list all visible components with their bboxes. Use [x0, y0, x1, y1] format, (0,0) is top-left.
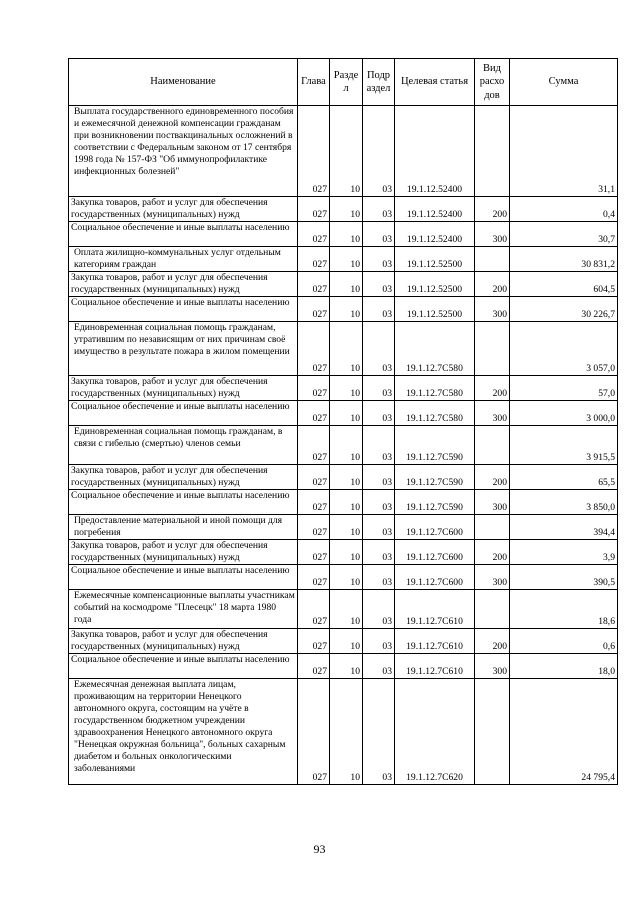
cell-vid: 300	[475, 565, 510, 590]
cell-sum: 30 831,2	[510, 247, 618, 272]
cell-name: Выплата государственного единовременного пособия и ежемесячной денежной компенсации гражданам при возникновении поствакцинальных осложнений в соответствии с Федеральным законом от 17 сентября 1998 года № 157-ФЗ "Об иммунопрофилактике инфекционных болезней"	[69, 106, 298, 197]
cell-razdel: 10	[330, 401, 363, 426]
header-name: Наименование	[69, 59, 298, 106]
cell-razdel: 10	[330, 272, 363, 297]
cell-vid	[475, 515, 510, 540]
cell-name: Единовременная социальная помощь гражданам, в связи с гибелью (смертью) членов семьи	[69, 426, 298, 465]
cell-razdel: 10	[330, 322, 363, 376]
cell-razdel: 10	[330, 629, 363, 654]
cell-glava: 027	[298, 222, 330, 247]
cell-glava: 027	[298, 540, 330, 565]
cell-vid	[475, 679, 510, 785]
cell-glava: 027	[298, 565, 330, 590]
cell-podrazdel: 03	[363, 629, 395, 654]
cell-target: 19.1.12.7С580	[395, 322, 475, 376]
cell-sum: 65,5	[510, 465, 618, 490]
table-row	[69, 376, 618, 401]
cell-glava: 027	[298, 654, 330, 679]
cell-podrazdel: 03	[363, 426, 395, 465]
table-row	[69, 247, 618, 272]
cell-razdel: 10	[330, 222, 363, 247]
header-vid: Вид расхо дов	[475, 59, 510, 106]
cell-podrazdel: 03	[363, 465, 395, 490]
cell-podrazdel: 03	[363, 322, 395, 376]
table-row	[69, 590, 618, 629]
cell-razdel: 10	[330, 465, 363, 490]
cell-target: 19.1.12.7С580	[395, 376, 475, 401]
cell-vid: 300	[475, 222, 510, 247]
cell-name: Закупка товаров, работ и услуг для обеспечения государственных (муниципальных) нужд	[69, 540, 298, 565]
cell-name: Закупка товаров, работ и услуг для обеспечения государственных (муниципальных) нужд	[69, 376, 298, 401]
cell-podrazdel: 03	[363, 222, 395, 247]
cell-sum: 24 795,4	[510, 679, 618, 785]
cell-glava: 027	[298, 426, 330, 465]
cell-podrazdel: 03	[363, 679, 395, 785]
cell-target: 19.1.12.52400	[395, 106, 475, 197]
cell-glava: 027	[298, 401, 330, 426]
cell-podrazdel: 03	[363, 565, 395, 590]
cell-glava: 027	[298, 679, 330, 785]
cell-razdel: 10	[330, 376, 363, 401]
table-row	[69, 222, 618, 247]
table-row	[69, 272, 618, 297]
cell-podrazdel: 03	[363, 654, 395, 679]
cell-razdel: 10	[330, 247, 363, 272]
cell-razdel: 10	[330, 426, 363, 465]
cell-sum: 0,4	[510, 197, 618, 222]
cell-glava: 027	[298, 247, 330, 272]
cell-target: 19.1.12.52500	[395, 247, 475, 272]
cell-podrazdel: 03	[363, 247, 395, 272]
cell-glava: 027	[298, 106, 330, 197]
cell-razdel: 10	[330, 297, 363, 322]
cell-podrazdel: 03	[363, 106, 395, 197]
table-row	[69, 490, 618, 515]
table-row	[69, 465, 618, 490]
cell-sum: 604,5	[510, 272, 618, 297]
cell-podrazdel: 03	[363, 297, 395, 322]
cell-vid: 200	[475, 197, 510, 222]
table-row	[69, 322, 618, 376]
cell-sum: 30,7	[510, 222, 618, 247]
header-razdel: Разде л	[330, 59, 363, 106]
cell-sum: 18,6	[510, 590, 618, 629]
cell-target: 19.1.12.7С580	[395, 401, 475, 426]
cell-podrazdel: 03	[363, 540, 395, 565]
cell-name: Закупка товаров, работ и услуг для обеспечения государственных (муниципальных) нужд	[69, 272, 298, 297]
cell-vid: 300	[475, 401, 510, 426]
header-row	[69, 59, 618, 106]
cell-target: 19.1.12.52500	[395, 297, 475, 322]
cell-podrazdel: 03	[363, 376, 395, 401]
cell-name: Ежемесячные компенсационные выплаты участникам событий на космодроме "Плесецк" 18 марта 1980 года	[69, 590, 298, 629]
cell-target: 19.1.12.52400	[395, 197, 475, 222]
cell-target: 19.1.12.7С600	[395, 540, 475, 565]
cell-sum: 31,1	[510, 106, 618, 197]
cell-razdel: 10	[330, 590, 363, 629]
cell-glava: 027	[298, 590, 330, 629]
cell-vid: 200	[475, 540, 510, 565]
cell-name: Оплата жилищно-коммунальных услуг отдельным категориям граждан	[69, 247, 298, 272]
cell-glava: 027	[298, 197, 330, 222]
cell-vid: 200	[475, 465, 510, 490]
cell-name: Закупка товаров, работ и услуг для обеспечения государственных (муниципальных) нужд	[69, 629, 298, 654]
cell-vid	[475, 106, 510, 197]
table-row	[69, 297, 618, 322]
cell-target: 19.1.12.7С610	[395, 590, 475, 629]
cell-sum: 3,9	[510, 540, 618, 565]
cell-sum: 3 850,0	[510, 490, 618, 515]
cell-sum: 18,0	[510, 654, 618, 679]
cell-podrazdel: 03	[363, 197, 395, 222]
cell-razdel: 10	[330, 679, 363, 785]
table-row	[69, 197, 618, 222]
cell-name: Социальное обеспечение и иные выплаты населению	[69, 565, 298, 590]
cell-target: 19.1.12.52400	[395, 222, 475, 247]
cell-target: 19.1.12.7С590	[395, 465, 475, 490]
header-glava: Глава	[298, 59, 330, 106]
cell-podrazdel: 03	[363, 490, 395, 515]
cell-sum: 394,4	[510, 515, 618, 540]
cell-podrazdel: 03	[363, 515, 395, 540]
cell-vid: 300	[475, 654, 510, 679]
cell-vid: 200	[475, 272, 510, 297]
cell-razdel: 10	[330, 106, 363, 197]
cell-name: Социальное обеспечение и иные выплаты населению	[69, 490, 298, 515]
cell-target: 19.1.12.7С610	[395, 654, 475, 679]
cell-sum: 3 915,5	[510, 426, 618, 465]
cell-target: 19.1.12.7С610	[395, 629, 475, 654]
budget-table	[68, 58, 618, 785]
cell-target: 19.1.12.7С620	[395, 679, 475, 785]
cell-sum: 0,6	[510, 629, 618, 654]
cell-glava: 027	[298, 376, 330, 401]
cell-target: 19.1.12.7С590	[395, 490, 475, 515]
cell-sum: 3 000,0	[510, 401, 618, 426]
cell-target: 19.1.12.7С600	[395, 515, 475, 540]
table-body	[69, 106, 618, 785]
cell-target: 19.1.12.7С600	[395, 565, 475, 590]
table-row	[69, 426, 618, 465]
cell-name: Закупка товаров, работ и услуг для обеспечения государственных (муниципальных) нужд	[69, 465, 298, 490]
cell-vid: 200	[475, 376, 510, 401]
cell-podrazdel: 03	[363, 590, 395, 629]
cell-sum: 57,0	[510, 376, 618, 401]
cell-glava: 027	[298, 272, 330, 297]
table-row	[69, 401, 618, 426]
cell-glava: 027	[298, 515, 330, 540]
cell-vid	[475, 426, 510, 465]
cell-target: 19.1.12.52500	[395, 272, 475, 297]
cell-podrazdel: 03	[363, 401, 395, 426]
table-row	[69, 629, 618, 654]
header-podrazdel: Подр аздел	[363, 59, 395, 106]
cell-razdel: 10	[330, 515, 363, 540]
cell-sum: 3 057,0	[510, 322, 618, 376]
cell-name: Ежемесячная денежная выплата лицам, проживающим на территории Ненецкого автономного округа, состоящим на учёте в государственном бюджетном учреждении здравоохранения Ненецкого автономного округа "Ненецкая окружная больница", больных сахарным диабетом и больных онкологическими заболеваниями	[69, 679, 298, 785]
cell-sum: 30 226,7	[510, 297, 618, 322]
cell-vid	[475, 590, 510, 629]
cell-name: Социальное обеспечение и иные выплаты населению	[69, 654, 298, 679]
page-number: 93	[313, 842, 326, 856]
table-row	[69, 679, 618, 785]
header-target: Целевая статья	[395, 59, 475, 106]
cell-vid: 300	[475, 297, 510, 322]
cell-name: Единовременная социальная помощь гражданам, утратившим по независящим от них причинам своё имущество в результате пожара в жилом помещении	[69, 322, 298, 376]
cell-razdel: 10	[330, 540, 363, 565]
table-row	[69, 565, 618, 590]
cell-glava: 027	[298, 322, 330, 376]
cell-sum: 390,5	[510, 565, 618, 590]
cell-vid: 200	[475, 629, 510, 654]
cell-glava: 027	[298, 490, 330, 515]
header-sum: Сумма	[510, 59, 618, 106]
cell-vid	[475, 247, 510, 272]
cell-podrazdel: 03	[363, 272, 395, 297]
cell-name: Социальное обеспечение и иные выплаты населению	[69, 401, 298, 426]
table-row	[69, 515, 618, 540]
cell-razdel: 10	[330, 490, 363, 515]
cell-name: Социальное обеспечение и иные выплаты населению	[69, 297, 298, 322]
table-row	[69, 106, 618, 197]
cell-vid: 300	[475, 490, 510, 515]
cell-razdel: 10	[330, 565, 363, 590]
cell-razdel: 10	[330, 654, 363, 679]
cell-glava: 027	[298, 465, 330, 490]
cell-name: Закупка товаров, работ и услуг для обеспечения государственных (муниципальных) нужд	[69, 197, 298, 222]
cell-vid	[475, 322, 510, 376]
cell-razdel: 10	[330, 197, 363, 222]
table-row	[69, 654, 618, 679]
cell-name: Предоставление материальной и иной помощи для погребения	[69, 515, 298, 540]
cell-glava: 027	[298, 629, 330, 654]
cell-target: 19.1.12.7С590	[395, 426, 475, 465]
cell-name: Социальное обеспечение и иные выплаты населению	[69, 222, 298, 247]
table-row	[69, 540, 618, 565]
cell-glava: 027	[298, 297, 330, 322]
